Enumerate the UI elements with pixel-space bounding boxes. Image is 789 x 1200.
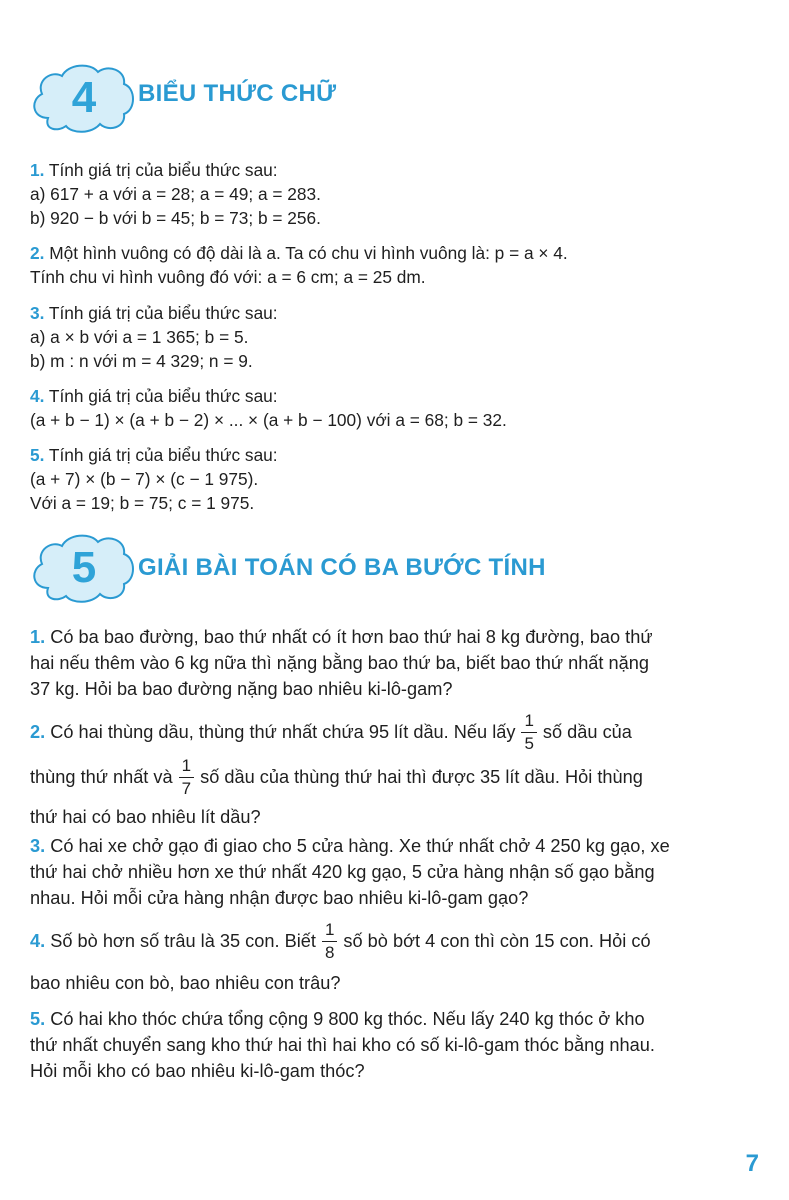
exercise-number: 4.	[30, 931, 46, 951]
exercise-text: Có ba bao đường, bao thứ nhất có ít hơn bao thứ hai 8 kg đường, bao thứ	[50, 627, 653, 647]
exercise-text: hai nếu thêm vào 6 kg nữa thì nặng bằng bao thứ ba, biết bao thứ nhất nặng	[30, 653, 649, 673]
exercise-text: (a + b − 1) × (a + b − 2) × ... × (a + b − 100) với a = 68; b = 32.	[30, 410, 507, 430]
exercise-text: 37 kg. Hỏi ba bao đường nặng bao nhiêu ki-lô-gam?	[30, 679, 453, 699]
fraction-denominator: 8	[324, 942, 335, 962]
section-title: GIẢI BÀI TOÁN CÓ BA BƯỚC TÍNH	[138, 554, 546, 581]
exercise-text: bao nhiêu con bò, bao nhiêu con trâu?	[30, 973, 341, 993]
exercise-text: số dầu của thùng thứ hai thì được 35 lít dầu. Hỏi thùng	[200, 767, 643, 787]
exercise-text: Tính giá trị của biểu thức sau:	[48, 445, 278, 465]
exercise-number: 5.	[30, 445, 45, 465]
exercise-number: 5.	[30, 1009, 46, 1029]
exercise-number: 2.	[30, 243, 45, 263]
fraction-numerator: 1	[181, 755, 192, 775]
exercise-text: thứ hai chở nhiều hơn xe thứ nhất 420 kg gạo, 5 cửa hàng nhận số gạo bằng	[30, 862, 655, 882]
exercise-text: Một hình vuông có độ dài là a. Ta có chu vi hình vuông là: p = a × 4.	[49, 243, 568, 263]
exercise-text: Có hai xe chở gạo đi giao cho 5 cửa hàng. Xe thứ nhất chở 4 250 kg gạo, xe	[50, 836, 670, 856]
exercise-text: Tính giá trị của biểu thức sau:	[48, 160, 278, 180]
exercise-number: 3.	[30, 836, 46, 856]
exercise-text: nhau. Hỏi mỗi cửa hàng nhận được bao nhiêu ki-lô-gam gạo?	[30, 888, 529, 908]
exercise-4-3	[30, 301, 765, 373]
exercise-text: b) 920 − b với b = 45; b = 73; b = 256.	[30, 208, 321, 228]
exercise-4-1	[30, 158, 765, 230]
exercise-5-5	[30, 1006, 765, 1084]
section-title: BIỂU THỨC CHỮ	[138, 80, 337, 107]
exercise-text: thứ hai có bao nhiêu lít dầu?	[30, 807, 261, 827]
fraction-denominator: 7	[181, 778, 192, 798]
exercise-5-3	[30, 833, 765, 911]
exercise-5-4	[30, 918, 765, 996]
fraction-numerator: 1	[324, 919, 335, 939]
exercise-4-2	[30, 241, 765, 289]
exercise-text: Có hai thùng dầu, thùng thứ nhất chứa 95 lít dầu. Nếu lấy	[50, 722, 516, 742]
page-number: 7	[745, 1150, 759, 1177]
fraction	[322, 921, 337, 962]
exercise-text: Có hai kho thóc chứa tổng cộng 9 800 kg thóc. Nếu lấy 240 kg thóc ở kho	[50, 1009, 645, 1029]
fraction	[521, 712, 536, 753]
exercise-number: 1.	[30, 160, 45, 180]
exercise-5-2	[30, 710, 765, 830]
exercise-text: b) m : n với m = 4 329; n = 9.	[30, 351, 253, 371]
section-5-heading	[28, 528, 768, 608]
cloud-badge-icon	[28, 528, 138, 608]
fraction-numerator: 1	[524, 710, 534, 730]
exercise-number: 3.	[30, 303, 45, 323]
fraction	[179, 757, 194, 798]
exercise-text: Tính giá trị của biểu thức sau:	[48, 303, 278, 323]
section-4-heading	[28, 58, 768, 138]
exercise-text: Với a = 19; b = 75; c = 1 975.	[30, 493, 255, 513]
exercise-4-5	[30, 443, 765, 515]
exercise-text: Số bò hơn số trâu là 35 con. Biết	[50, 931, 316, 951]
exercise-text: Hỏi mỗi kho có bao nhiêu ki-lô-gam thóc?	[30, 1061, 365, 1081]
exercise-4-4	[30, 384, 765, 432]
exercise-text: Tính giá trị của biểu thức sau:	[48, 386, 278, 406]
exercise-text: (a + 7) × (b − 7) × (c − 1 975).	[30, 469, 259, 489]
cloud-badge-icon	[28, 58, 138, 138]
exercise-text: thứ nhất chuyển sang kho thứ hai thì hai kho có số ki-lô-gam thóc bằng nhau.	[30, 1035, 655, 1055]
exercise-5-1	[30, 624, 765, 702]
fraction-denominator: 5	[524, 733, 534, 753]
exercise-text: số dầu của	[542, 722, 632, 742]
section-number: 5	[71, 543, 97, 592]
exercise-number: 2.	[30, 722, 46, 742]
exercise-text: thùng thứ nhất và	[30, 767, 173, 787]
exercise-number: 1.	[30, 627, 46, 647]
section-number: 4	[71, 73, 97, 122]
exercise-text: Tính chu vi hình vuông đó với: a = 6 cm; a = 25 dm.	[30, 267, 426, 287]
exercise-number: 4.	[30, 386, 45, 406]
exercise-text: a) 617 + a với a = 28; a = 49; a = 283.	[30, 184, 321, 204]
exercise-text: a) a × b với a = 1 365; b = 5.	[30, 327, 249, 347]
exercise-text: số bò bớt 4 con thì còn 15 con. Hỏi có	[343, 931, 651, 951]
